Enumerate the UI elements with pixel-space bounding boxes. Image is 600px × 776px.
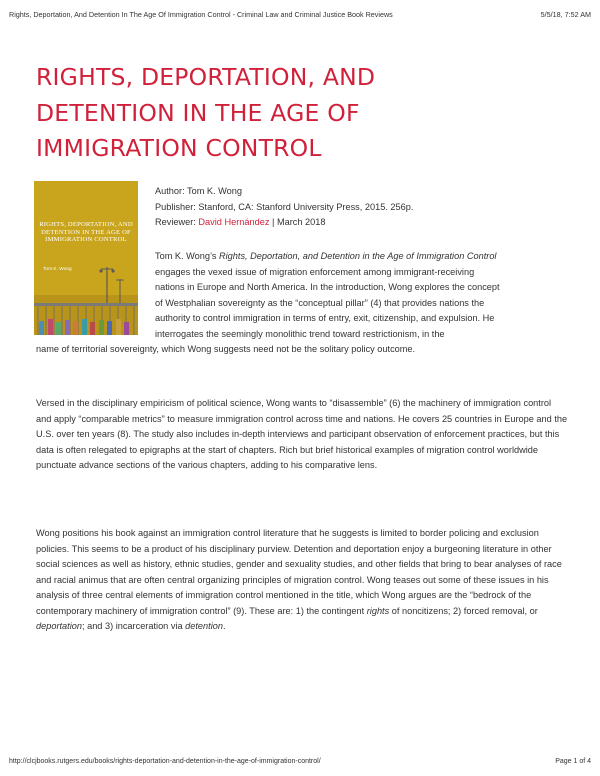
print-header-datetime: 5/5/18, 7:52 AM	[540, 10, 591, 19]
paragraph-methods: Versed in the disciplinary empiricism of political science, Wong wants to “disassemble” (6) the machinery of immigration control and apply “comparable metrics” to measure immigration control across time and nations. He covers 25 countries in Europe and the U.S. over ten years (8). The study also includes in-depth interviews and participant observation of enforcement practices, but this data is often relegated to epigraphs at the start of chapters. Rich but brief historical examples of migration control worldwide punctuate advance sections of the various chapters, adding to his comparative lens.	[36, 398, 568, 470]
paragraph-positioning: Wong positions his book against an immigration control literature that he suggests is limited to border policing and exclusion policies. This seems to be a product of his disciplinary purview. Detention and deportation enjoy a burgeoning literature in other social sciences as well as history, ethnic studies, gender and sexuality studies, and other fields that bring to bear analyses of race and racial animus that are often central organizing principles of migration control. Wong teases out some of these issues in his analysis of three central elements of immigration control mentioned in the title, which Wong argues are the “bedrock of the contemporary machinery of immigration control” (9). These are: 1) the contingent rights of noncitizens; 2) forced removal, or deportation; and 3) incarceration via detention.	[36, 528, 562, 631]
article-title-line: IMMIGRATION CONTROL	[36, 134, 322, 162]
book-title-inline: Rights, Deportation, and Detention in the Age of Immigration Control	[219, 251, 497, 261]
paragraph-intro-continued: name of territorial sovereignty, which Wong suggests need not be the solitary policy outcome.	[36, 344, 416, 354]
article-title	[36, 60, 576, 167]
print-header-title: Rights, Deportation, And Detention In The Age Of Immigration Control - Criminal Law and Criminal Justice Book Reviews	[9, 10, 393, 19]
paragraph-intro: Tom K. Wong’s Rights, Deportation, and Detention in the Age of Immigration Control engages the vexed issue of migration enforcement among immigrant-receiving nations in Europe and North America. In the introduction, Wong explores the concept of Westphalian sovereignty as the “conceptual pillar” (4) that provides nations the authority to control immigration in terms of entry, exit, citizenship, and expulsion. He interrogates the seemingly monolithic trend toward restrictionism, in the	[155, 251, 500, 339]
reviewer-link[interactable]: David Hernández	[198, 217, 270, 227]
author-line: Author: Tom K. Wong	[155, 186, 242, 196]
review-meta	[155, 184, 413, 231]
cover-title: RIGHTS, DEPORTATION, AND DETENTION IN THE AGE OF IMMIGRATION CONTROL	[39, 221, 133, 244]
cover-author: Tom K. Wong	[43, 267, 72, 272]
review-date: March 2018	[276, 217, 326, 227]
book-cover-image	[34, 181, 138, 335]
author-name: Tom K. Wong	[187, 186, 242, 196]
article-title-line: DETENTION IN THE AGE OF	[36, 98, 360, 127]
reviewer-line: Reviewer: David Hernández | March 2018	[155, 217, 326, 227]
publisher-name: Stanford, CA: Stanford University Press, 2015. 256p.	[198, 201, 414, 212]
print-footer-url: http://clcjbooks.rutgers.edu/books/rights-deportation-and-detention-in-the-age-of-immigration-control/	[9, 758, 321, 765]
cover-fence-illustration	[34, 265, 138, 335]
article-title-line: RIGHTS, DEPORTATION, AND	[36, 63, 376, 91]
print-footer-page: Page 1 of 4	[555, 758, 591, 765]
publisher-line: Publisher: Stanford, CA: Stanford University Press, 2015. 256p.	[155, 201, 414, 212]
